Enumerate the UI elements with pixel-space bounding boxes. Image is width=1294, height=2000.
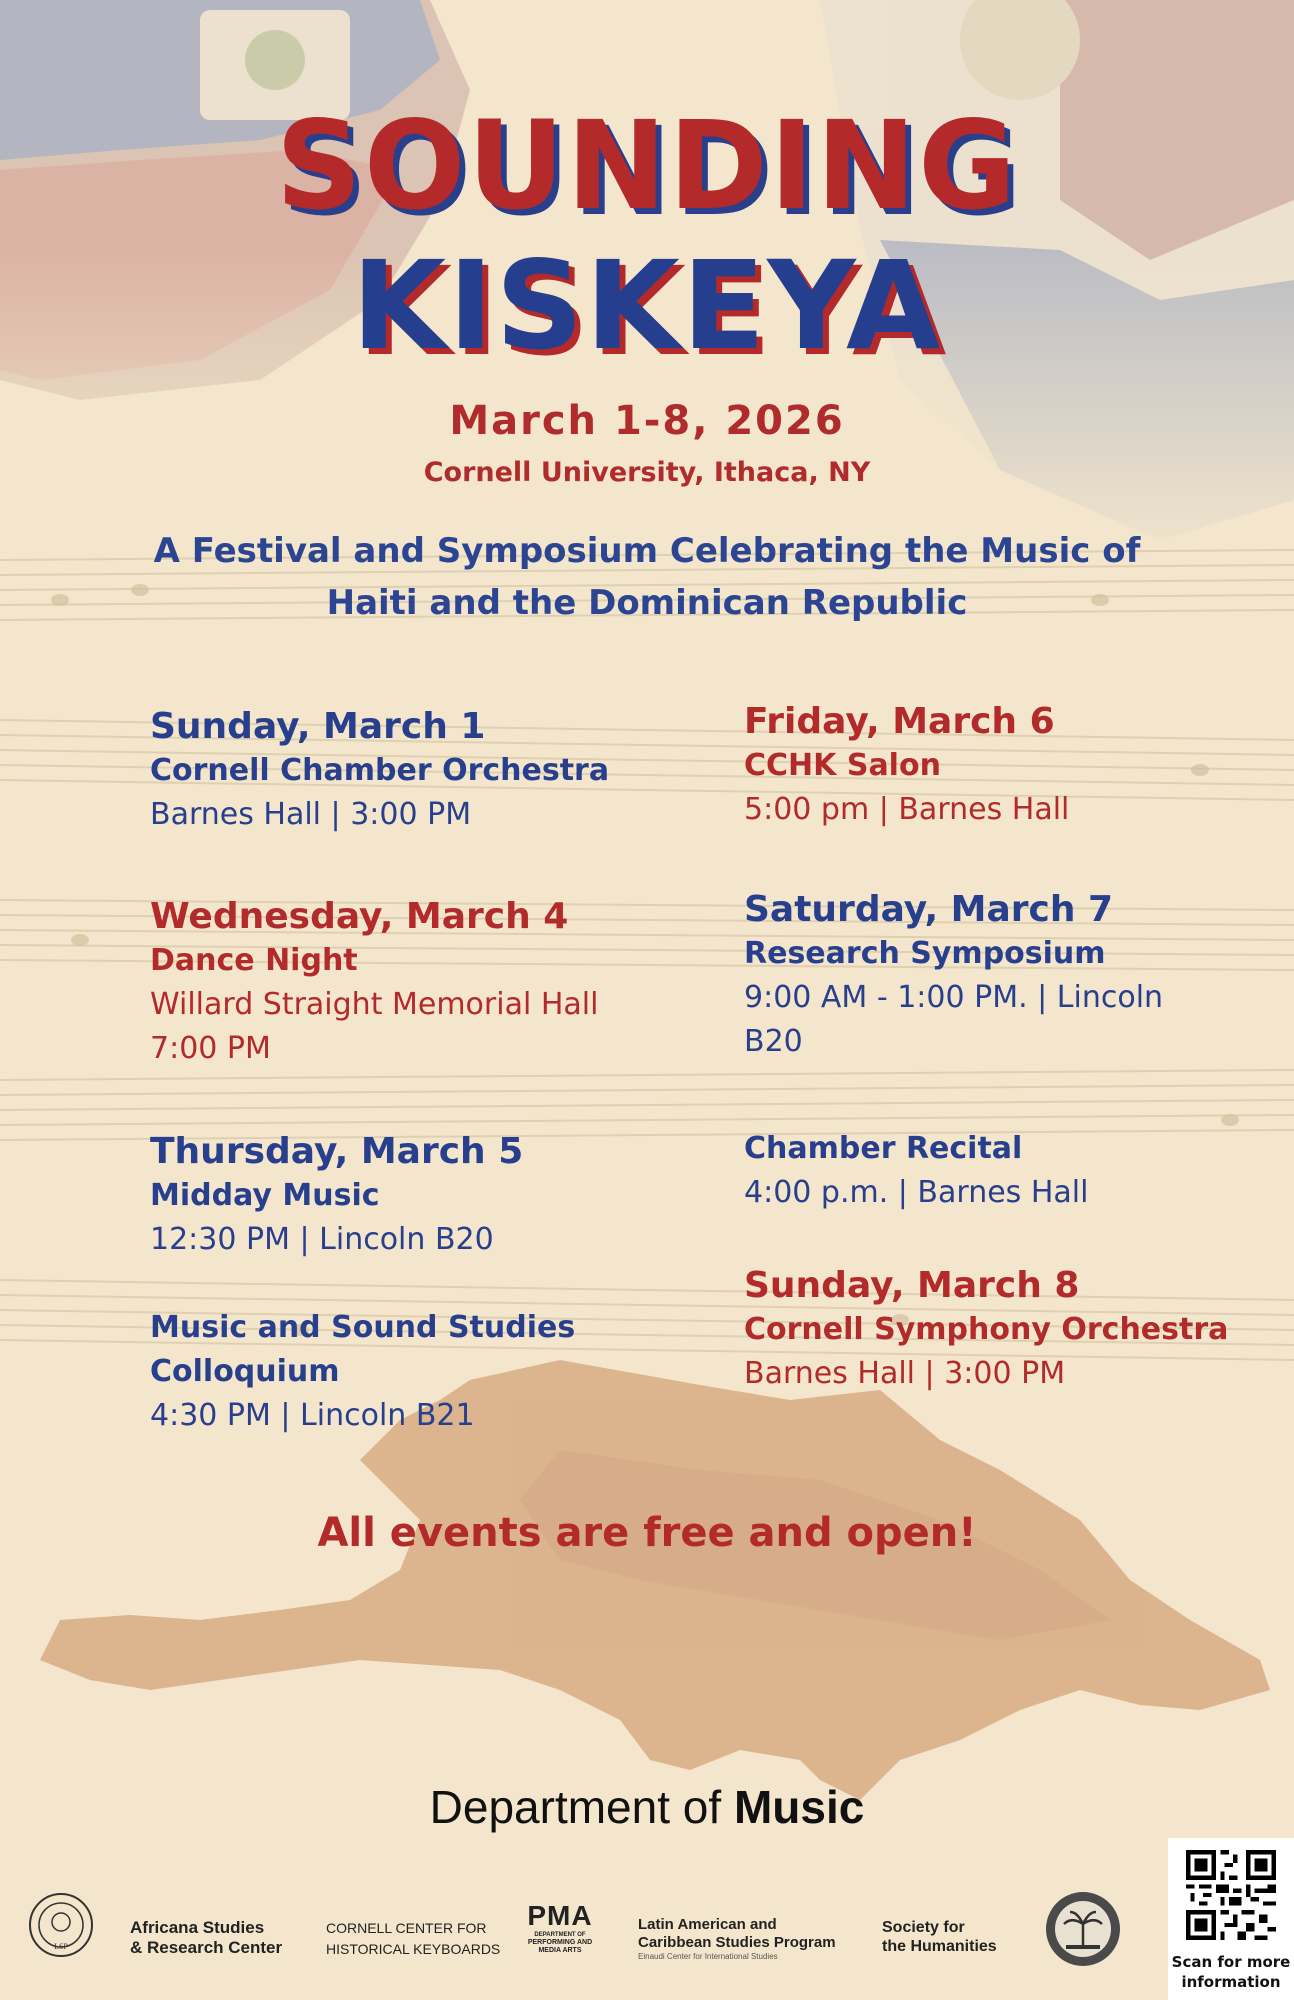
cchk-line-2: HISTORICAL KEYBOARDS — [326, 1941, 501, 1957]
event-time: 7:00 PM — [150, 1031, 271, 1066]
event-chamber-recital — [744, 1127, 1088, 1215]
qr-code-panel[interactable] — [1168, 1838, 1294, 2000]
event-colloquium — [150, 1306, 575, 1438]
africana-logo — [130, 1918, 282, 1958]
event-details: Barnes Hall | 3:00 PM — [150, 797, 472, 832]
event-day: Friday, March 6 — [744, 701, 1055, 742]
event-wednesday-march-4 — [150, 895, 598, 1071]
free-admission-note: All events are free and open! — [317, 1510, 977, 1556]
event-details: 12:30 PM | Lincoln B20 — [150, 1222, 494, 1257]
event-title: Music and Sound Studies — [150, 1310, 576, 1345]
lacs-line-3: Einaudi Center for International Studies — [638, 1952, 778, 1961]
title-line-2: KISKEYA — [351, 235, 943, 377]
pma-sub-2: PERFORMING AND — [527, 1939, 593, 1946]
pma-sub-3: MEDIA ARTS — [538, 1947, 582, 1954]
event-title-cont: Colloquium — [150, 1354, 340, 1389]
event-saturday-march-7 — [744, 888, 1163, 1064]
pma-logo — [512, 1900, 608, 1955]
dept-bold: Music — [733, 1781, 865, 1833]
lacs-line-1: Latin American and — [638, 1916, 777, 1933]
event-sunday-march-8 — [744, 1264, 1228, 1396]
qr-caption-line-1: Scan for more — [1171, 1953, 1291, 1971]
event-details: Barnes Hall | 3:00 PM — [744, 1356, 1066, 1391]
department-of-music-logo — [0, 1780, 1294, 1834]
society-humanities-logo — [882, 1918, 997, 1956]
festival-dates: March 1-8, 2026 — [449, 398, 845, 444]
event-day: Wednesday, March 4 — [150, 896, 569, 937]
event-thursday-march-5 — [150, 1130, 523, 1262]
event-title: Cornell Chamber Orchestra — [150, 753, 610, 788]
event-title: Midday Music — [150, 1178, 380, 1213]
africana-line-1: Africana Studies — [130, 1918, 265, 1937]
event-details: 5:00 pm | Barnes Hall — [744, 792, 1070, 827]
society-line-1: Society for — [882, 1919, 965, 1936]
palm-tree-seal-icon — [1044, 1890, 1122, 1968]
society-line-2: the Humanities — [882, 1938, 997, 1955]
africana-line-2: & Research Center — [130, 1938, 283, 1957]
title-line-1: SOUNDING — [275, 95, 1019, 237]
event-sunday-march-1 — [150, 705, 609, 837]
event-title: Research Symposium — [744, 936, 1106, 971]
festival-location: Cornell University, Ithaca, NY — [423, 457, 871, 488]
event-day: Thursday, March 5 — [150, 1131, 524, 1172]
dept-prefix: Department of — [429, 1781, 734, 1833]
lacs-line-2: Caribbean Studies Program — [638, 1934, 836, 1951]
cchk-line-1: CORNELL CENTER FOR — [326, 1920, 487, 1936]
sponsor-logos — [0, 1880, 1294, 2000]
pma-wordmark: PMA — [527, 1900, 593, 1931]
event-title: Cornell Symphony Orchestra — [744, 1312, 1229, 1347]
event-venue: Willard Straight Memorial Hall — [150, 987, 599, 1022]
event-day: Sunday, March 8 — [744, 1265, 1080, 1306]
qr-caption-line-2: information — [1181, 1973, 1281, 1991]
festival-subtitle — [110, 525, 1184, 629]
cchk-logo — [326, 1918, 500, 1960]
event-day: Saturday, March 7 — [744, 889, 1114, 930]
qr-code-image[interactable] — [1186, 1850, 1276, 1940]
qr-caption — [1168, 1952, 1294, 1992]
event-day: Sunday, March 1 — [150, 706, 486, 747]
event-title: Chamber Recital — [744, 1131, 1023, 1166]
subtitle-line-2: Haiti and the Dominican Republic — [326, 583, 968, 623]
latino-studies-seal-icon — [28, 1892, 94, 1958]
event-friday-march-6 — [744, 700, 1069, 832]
event-title: CCHK Salon — [744, 748, 941, 783]
event-details: 9:00 AM - 1:00 PM. | Lincoln — [744, 980, 1164, 1015]
event-details: 4:30 PM | Lincoln B21 — [150, 1398, 475, 1433]
event-details: 4:00 p.m. | Barnes Hall — [744, 1175, 1089, 1210]
event-details-cont: B20 — [744, 1024, 803, 1059]
event-title: Dance Night — [150, 943, 358, 978]
pma-sub-1: DEPARTMENT OF — [534, 1932, 586, 1938]
lacs-logo — [638, 1916, 836, 1962]
svg-text:LSP: LSP — [54, 1942, 68, 1951]
subtitle-line-1: A Festival and Symposium Celebrating the Music of — [153, 531, 1141, 571]
